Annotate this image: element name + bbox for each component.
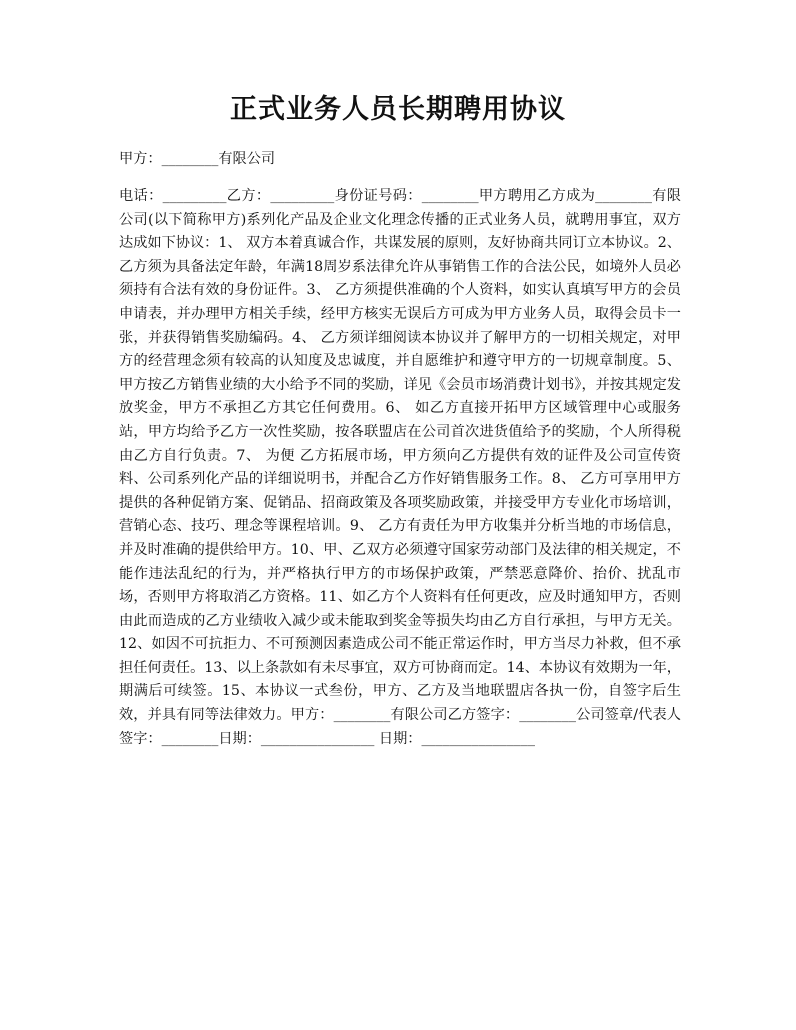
agreement-body: 电话：_________乙方：_________身份证号码：________甲方聘用乙方成为________有限公司(以下简称甲方)系列化产品及企业文化理念传播的正式业务人员，就聘用事宜，双方达成如下协议：1、 双方本着真诚合作，共谋发展的原则，友好协商共同订立本协议。2、 乙方须为具备法定年龄，年满18周岁系法律允许从事销售工作的合法公民，如境外人员必须持有合法有效的身份证件。3、 乙方须提供准确的个人资料，如实认真填写甲方的会员申请表，并办理甲方相关手续，经甲方核实无误后方可成为甲方业务人员，取得会员卡一张，并获得销售奖励编码。4、 乙方须详细阅读本协议并了解甲方的一切相关规定，对甲方的经营理念须有较高的认知度及忠诚度，并自愿维护和遵守甲方的一切规章制度。5、 甲方按乙方销售业绩的大小给予不同的奖励，详见《会员市场消费计划书》，并按其规定发放奖金，甲方不承担乙方其它任何费用。6、 如乙方直接开拓甲方区域管理中心或服务站，甲方均给予乙方一次性奖励，按各联盟店在公司首次进货值给予的奖励，个人所得税由乙方自行负责。7、 为便 乙方拓展市场，甲方须向乙方提供有效的证件及公司宣传资料、公司系列化产品的详细说明书，并配合乙方作好销售服务工作。8、 乙方可享用甲方提供的各种促销方案、促销品、招商政策及各项奖励政策，并接受甲方专业化市场培训，营销心态、技巧、理念等课程培训。9、 乙方有责任为甲方收集并分析当地的市场信息，并及时准确的提供给甲方。10、甲、乙双方必须遵守国家劳动部门及法律的相关规定，不能作违法乱纪的行为，并严格执行甲方的市场保护政策，严禁恶意降价、抬价、扰乱市场，否则甲方将取消乙方资格。11、如乙方个人资料有任何更改，应及时通知甲方，否则由此而造成的乙方业绩收入减少或未能取到奖金等损失均由乙方自行承担，与甲方无关。12、如因不可抗拒力、不可预测因素造成公司不能正常运作时，甲方当尽力补救，但不承担任何责任。13、以上条款如有未尽事宜，双方可协商而定。14、本协议有效期为一年，期满后可续签。15、本协议一式叁份，甲方、乙方及当地联盟店各执一份，自签字后生效，并具有同等法律效力。甲方：________有限公司乙方签字：________公司签章/代表人签字：________日期：________________ 日期：________________ xyxy=(119,188,681,747)
document-title: 正式业务人员长期聘用协议 xyxy=(230,94,566,125)
party-a-line: 甲方：________有限公司 xyxy=(119,151,276,167)
